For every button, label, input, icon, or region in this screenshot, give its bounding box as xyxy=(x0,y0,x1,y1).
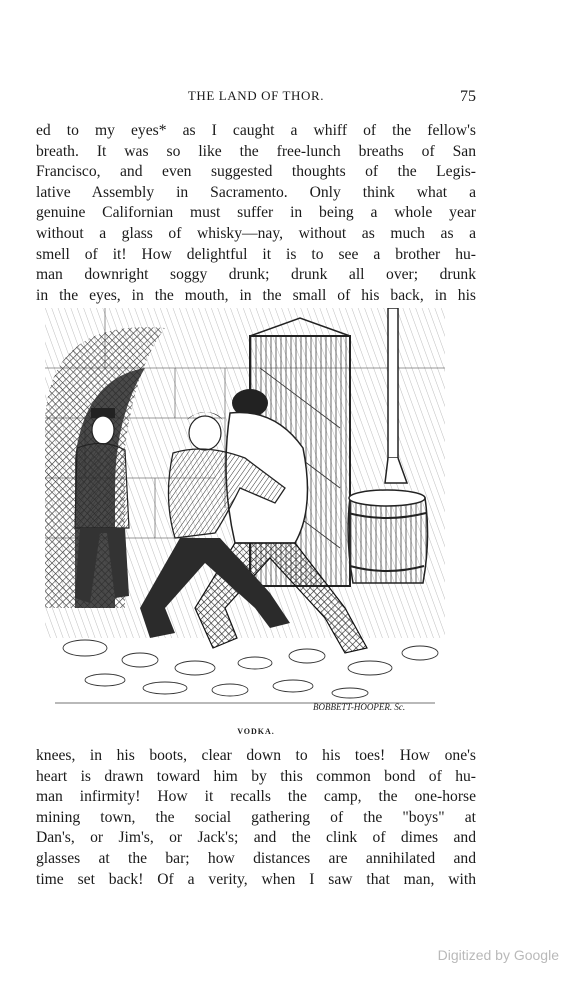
text-line: Francisco, and even suggested thoughts of the Legis- xyxy=(36,163,476,181)
text-line: knees, in his boots, clear down to his toes! How one's xyxy=(36,747,476,764)
text-line: Dan's, or Jim's, or Jack's; and the clink of dimes and xyxy=(36,829,476,847)
page-number: 75 xyxy=(460,88,476,105)
text-line: mining town, the social gathering of the "boys" at xyxy=(36,808,476,826)
engraving-illustration xyxy=(45,308,445,718)
text-line: ed to my eyes* as I caught a whiff of the fellow's xyxy=(36,122,476,139)
text-line: breath. It was so like the free-lunch breaths of San xyxy=(36,142,476,160)
text-line: heart is drawn toward him by this common bond of hu- xyxy=(36,767,476,785)
page-header xyxy=(36,88,476,110)
figure-caption: VODKA. xyxy=(237,727,275,736)
text-line: time set back! Of a verity, when I saw that man, with xyxy=(36,870,476,888)
text-line: lative Assembly in Sacramento. Only think what a xyxy=(36,183,476,201)
engraving-image xyxy=(45,308,445,718)
text-line: man infirmity! How it recalls the camp, the one-horse xyxy=(36,788,476,806)
text-line: man downright soggy drunk; drunk all over; drunk xyxy=(36,266,476,284)
text-line: in the eyes, in the mouth, in the small of his back, in his xyxy=(36,286,476,304)
body-paragraph-bottom xyxy=(36,746,476,890)
engraver-signature: BOBBETT-HOOPER. Sc. xyxy=(313,702,406,712)
watermark: Digitized by Google xyxy=(437,947,559,963)
text-line: smell of it! How delightful it is to see a brother hu- xyxy=(36,245,476,263)
body-paragraph-top xyxy=(36,121,476,306)
text-line: without a glass of whisky—nay, without as much as a xyxy=(36,224,476,242)
text-line: glasses at the bar; how distances are annihilated and xyxy=(36,849,476,867)
text-line: genuine Californian must suffer in being a whole year xyxy=(36,204,476,222)
running-title: THE LAND OF THOR. xyxy=(187,88,325,103)
